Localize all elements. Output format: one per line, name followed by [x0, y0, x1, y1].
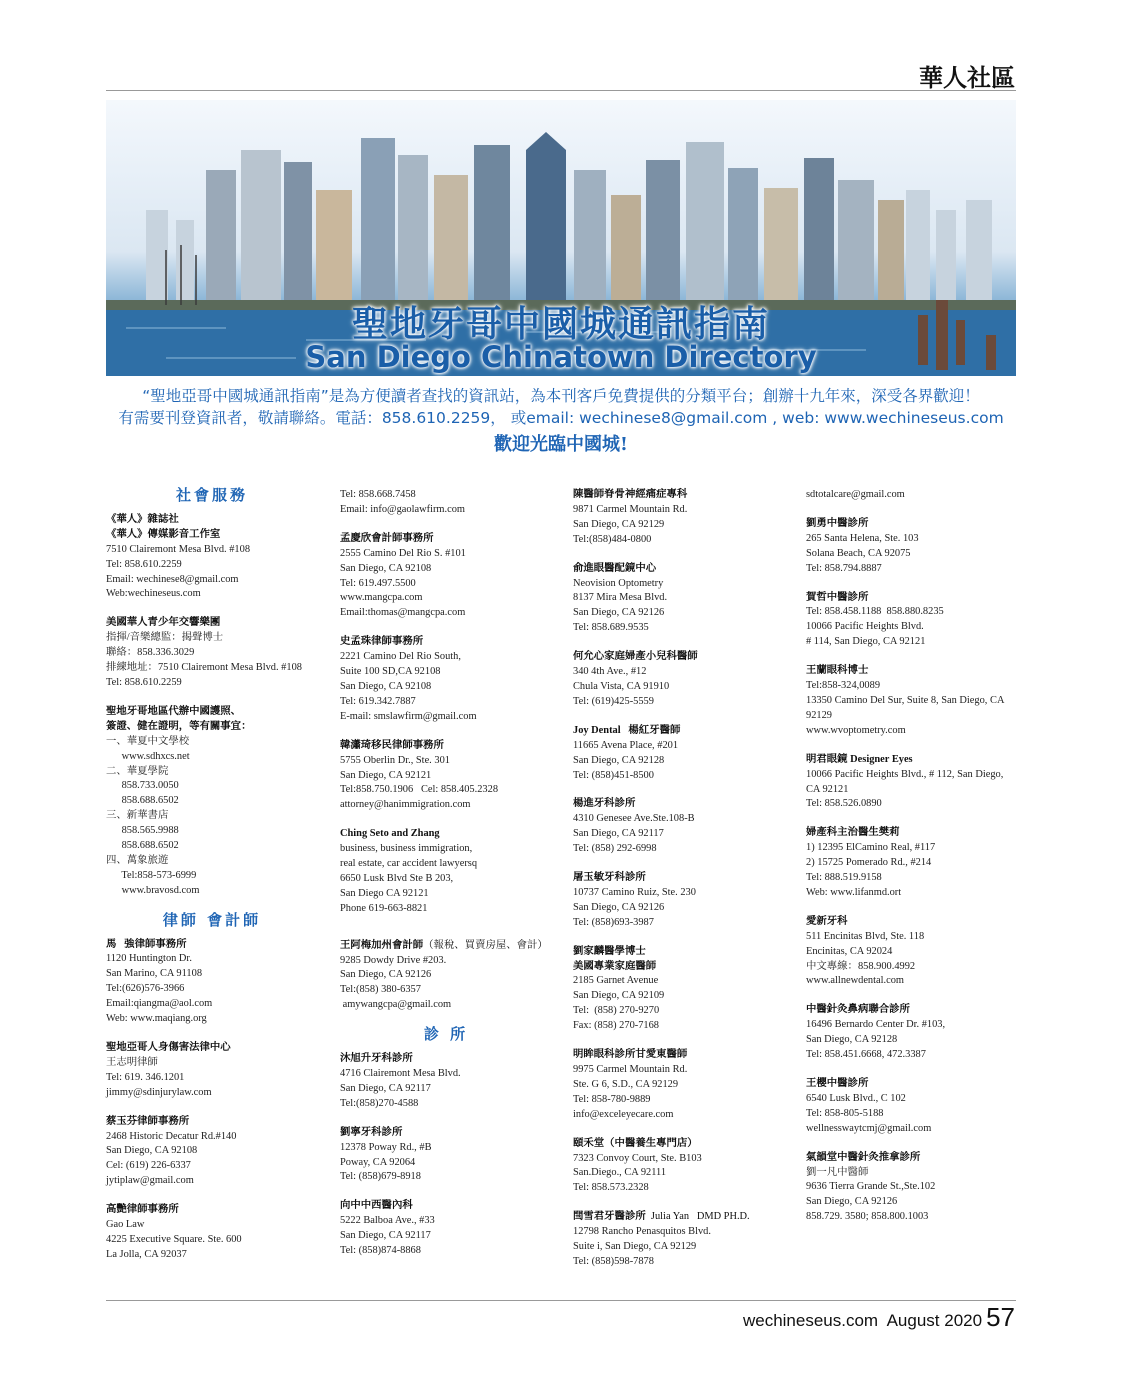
entry-name: 韓瀟琦移民律師事務所 [340, 739, 444, 751]
directory-entry [806, 915, 1018, 990]
directory-entry [573, 1210, 785, 1270]
directory-entry [573, 871, 785, 931]
entry-line: 1120 Huntington Dr. [106, 953, 192, 965]
entry-line: San Diego, CA 92108 [340, 562, 432, 574]
entry-line: 2555 Camino Del Rio S. #101 [340, 547, 466, 559]
column-4 [806, 488, 1018, 1239]
entry-line: Tel: 619. 346.1201 [106, 1071, 185, 1083]
entry-name: 劉寧牙科診所 [340, 1126, 403, 1138]
entry-line: 858.688.6502 [106, 795, 179, 807]
entry-name: 屠玉敏牙科診所 [573, 872, 646, 884]
directory-entry [573, 1048, 785, 1123]
entry-line: www.bravosd.com [106, 884, 200, 896]
entry-line: 5222 Balboa Ave., #33 [340, 1215, 435, 1227]
entry-line: 265 Santa Helena, Ste. 103 [806, 532, 919, 544]
column-2 [340, 488, 552, 1273]
footer-site-date: wechineseus.com August 2020 [742, 1311, 983, 1330]
intro-line-2: 有需要刊登資訊者，敬請聯絡。電話：858.610.2259， 或email: wechinese8@gmail.com , web: www.wechineseus.com [118, 409, 1004, 427]
directory-entry [340, 1199, 552, 1259]
entry-name: 劉家麟醫學博士 [573, 945, 646, 957]
entry-line: 2468 Historic Decatur Rd.#140 [106, 1130, 237, 1142]
entry-name: 高艷律師事務所 [106, 1204, 179, 1216]
entry-line: San Diego, CA 92117 [340, 1082, 431, 1094]
entry-line: 6540 Lusk Blvd., C 102 [806, 1092, 906, 1104]
entry-name: 聖地亞哥人身傷害法律中心 [106, 1042, 231, 1053]
entry-line: www.sdhxcs.net [106, 750, 190, 762]
entry-line: Tel: 858.610.2259 [106, 676, 182, 688]
entry-line: 1) 12395 ElCamino Real, #117 [806, 842, 936, 854]
entry-line: Tel: 858.610.2259 [106, 558, 182, 570]
entry-line: Suite i, San Diego, CA 92129 [573, 1241, 697, 1253]
entry-name: 馬 強律師事務所 [106, 938, 187, 950]
directory-entry [806, 591, 1018, 651]
entry-line: Tel: 858-780-9889 [573, 1093, 651, 1105]
entry-line: Fax: (858) 270-7168 [573, 1020, 660, 1032]
directory-entry [573, 650, 785, 710]
entry-name: 婦產科主治醫生樊莉 [806, 827, 900, 839]
entry-name: 頤禾堂（中醫養生專門店） [573, 1137, 698, 1149]
entry-line: San Marino, CA 91108 [106, 968, 203, 980]
hero-title-english: San Diego Chinatown Directory [305, 340, 817, 374]
entry-line: 10737 Camino Ruiz, Ste. 230 [573, 886, 696, 898]
directory-entry [106, 616, 318, 691]
entry-line: San Diego, CA 92126 [340, 969, 432, 981]
entry-line: Tel: 858.689.9535 [573, 622, 649, 634]
entry-line: real estate, car accident lawyersq [340, 858, 478, 870]
entry-line: 9636 Tierra Grande St.,Ste.102 [806, 1181, 936, 1193]
entry-line: Tel: (858) 270-9270 [573, 1005, 660, 1017]
entry-line: 8137 Mira Mesa Blvd. [573, 592, 668, 604]
directory-entry [806, 664, 1018, 739]
entry-line: 858.688.6502 [106, 840, 179, 852]
entry-line: San Diego, CA 92126 [806, 1196, 898, 1208]
entry-line: 13350 Camino Del Sur, Suite 8, San Diego, CA 92129 [806, 694, 1004, 721]
entry-line: attorney@hanimmigration.com [340, 799, 471, 811]
directory-entry [806, 517, 1018, 577]
directory-entry [573, 797, 785, 857]
directory-entry [106, 1041, 318, 1101]
entry-name: 楊進牙科診所 [573, 798, 636, 810]
entry-name: 美國專業家庭醫師 [573, 960, 657, 972]
entry-line: San Diego, CA 92109 [573, 990, 665, 1002]
entry-line: Poway, CA 92064 [340, 1156, 416, 1168]
entry-line: Tel: (858)874-8868 [340, 1245, 421, 1257]
entry-line: 16496 Bernardo Center Dr. #103, [806, 1019, 946, 1031]
entry-line: Chula Vista, CA 91910 [573, 680, 670, 692]
entry-line: San Diego, CA 92121 [340, 769, 432, 781]
entry-line: 二、華夏學院 [106, 765, 169, 777]
entry-name: 中醫針灸鼻病聯合診所 [806, 1004, 910, 1016]
entry-line: 劉一凡中醫師 [806, 1166, 869, 1178]
directory-entry [573, 1137, 785, 1197]
entry-line: 12378 Poway Rd., #B [340, 1141, 432, 1153]
directory-entry [340, 739, 552, 814]
entry-line: Tel: 888.519.9158 [806, 872, 882, 884]
directory-entry [340, 1126, 552, 1186]
entry-line: Tel: (858)451-8500 [573, 769, 654, 781]
entry-line: Tel: 858-805-5188 [806, 1107, 884, 1119]
entry-line: 4310 Genesee Ave.Ste.108-B [573, 813, 695, 825]
entry-line: Cel: (619) 226-6337 [106, 1160, 191, 1172]
entry-line: wellnesswaytcmj@gmail.com [806, 1122, 932, 1134]
entry-name: 明君眼鏡 Designer Eyes [806, 753, 913, 765]
directory-entry [806, 488, 1018, 503]
entry-name: Joy Dental 楊紅牙醫師 [573, 724, 681, 736]
entry-name: 俞進眼醫配鏡中心 [573, 562, 657, 574]
directory-entry [340, 939, 552, 1014]
entry-line: Tel: 858.573.2328 [573, 1182, 649, 1194]
entry-line: 2185 Garnet Avenue [573, 975, 659, 987]
directory-entry [340, 635, 552, 724]
entry-name: 陳醫師脊骨神經痛症專科 [573, 489, 688, 500]
entry-name: 《華人》雜誌社 [106, 513, 179, 525]
entry-line: Tel: (858) 292-6998 [573, 843, 657, 855]
directory-entry [106, 938, 318, 1027]
entry-line: Tel:858-573-6999 [106, 869, 197, 881]
entry-line: San Diego, CA 92117 [340, 1230, 431, 1242]
entry-line: San Diego, CA 92126 [573, 901, 665, 913]
entry-line: 511 Encinitas Blvd, Ste. 118 [806, 930, 925, 942]
page-footer [743, 1302, 1015, 1333]
entry-name: 聖地牙哥地區代辦中國護照、 [106, 705, 242, 717]
entry-line: 指揮/音樂總監：揭聲博士 [106, 632, 224, 644]
entry-line: 4716 Clairemont Mesa Blvd. [340, 1068, 461, 1079]
entry-line: 王志明律師 [106, 1056, 158, 1068]
welcome-text: 歡迎光臨中國城! [494, 434, 628, 455]
entry-line: Tel: 858.668.7458 [340, 489, 416, 500]
entry-line: sdtotalcare@gmail.com [806, 489, 905, 500]
entry-name: 向中中西醫內科 [340, 1200, 413, 1212]
entry-line: E-mail: smslawfirm@gmail.com [340, 710, 477, 722]
directory-entry [340, 488, 552, 518]
entry-name: 賀哲中醫診所 [806, 591, 869, 603]
directory-entry [106, 513, 318, 602]
entry-line: 10066 Pacific Heights Blvd., # 112, San Diego, CA 92121 [806, 768, 1004, 795]
entry-line: 中文專線：858.900.4992 [806, 960, 916, 972]
entry-line: Gao Law [106, 1219, 145, 1231]
entry-line: San Diego, CA 92117 [573, 828, 664, 840]
entry-line: amywangcpa@gmail.com [340, 999, 452, 1011]
entry-line: www.allnewdental.com [806, 975, 905, 987]
entry-line: 340 4th Ave., #12 [573, 666, 647, 678]
entry-line: 9975 Carmel Mountain Rd. [573, 1064, 688, 1075]
entry-line: 858.565.9988 [106, 825, 179, 837]
entry-name [573, 1210, 785, 1225]
entry-line: Tel:(858)270-4588 [340, 1097, 419, 1109]
entry-line: Solana Beach, CA 92075 [806, 547, 911, 559]
directory-entry [806, 1077, 1018, 1137]
entry-name: 何允心家庭婦產小兒科醫師 [573, 651, 698, 663]
entry-line: 7323 Convoy Court, Ste. B103 [573, 1152, 702, 1164]
entry-line: Tel: 858.526.0890 [806, 798, 882, 810]
directory-entry [106, 1203, 318, 1263]
category-clinics: 診 所 [423, 1025, 469, 1044]
entry-name: 史孟珠律師事務所 [340, 636, 424, 648]
category-social-services: 社會服務 [175, 486, 248, 504]
entry-line: www.mangcpa.com [340, 592, 423, 604]
entry-name-main: 閆雪君牙醫診所 [573, 1211, 646, 1223]
entry-line: 2) 15725 Pomerado Rd., #214 [806, 857, 932, 869]
entry-line: jytiplaw@gmail.com [106, 1175, 194, 1187]
entry-line: Tel: 858.458.1188 858.880.8235 [806, 606, 944, 618]
entry-line: # 114, San Diego, CA 92121 [806, 636, 926, 648]
directory-entry [806, 826, 1018, 901]
entry-line: Tel:(626)576-3966 [106, 983, 185, 995]
entry-line: jimmy@sdinjurylaw.com [106, 1086, 212, 1098]
entry-line: Tel: 619.497.5500 [340, 577, 416, 589]
hero-banner [106, 100, 1016, 376]
hero-title-chinese: 聖地牙哥中國城通訊指南 [351, 303, 770, 345]
entry-line: Web: www.maqiang.org [106, 1013, 207, 1025]
directory-entry [340, 532, 552, 621]
entry-name: 氣韻堂中醫針灸推拿診所 [806, 1151, 921, 1163]
entry-line: 858.729. 3580; 858.800.1003 [806, 1211, 929, 1223]
entry-line: Suite 100 SD,CA 92108 [340, 666, 441, 678]
entry-line: Tel: (858)693-3987 [573, 916, 654, 928]
entry-line: Tel:858.750.1906 Cel: 858.405.2328 [340, 784, 499, 796]
entry-line: info@exceleyecare.com [573, 1108, 674, 1120]
section-label: 華人社區 [919, 63, 1015, 92]
entry-name: Ching Seto and Zhang [340, 828, 440, 840]
entry-name: 王櫻中醫診所 [806, 1078, 869, 1089]
directory-entry [806, 753, 1018, 813]
entry-line: San Diego, CA 92108 [340, 680, 432, 692]
directory-entry [340, 827, 552, 916]
entry-line: San Diego, CA 92129 [573, 518, 665, 530]
entry-name: 愛新牙科 [806, 915, 848, 927]
entry-name: 孟慶欣會計師事務所 [340, 532, 434, 544]
entry-line: 4225 Executive Square. Ste. 600 [106, 1233, 242, 1245]
entry-line: Tel: (619)425-5559 [573, 695, 654, 707]
page-number: 57 [986, 1302, 1015, 1332]
directory-entry [806, 1151, 1018, 1226]
directory-entry [573, 724, 785, 784]
entry-line: Neovision Optometry [573, 577, 664, 589]
entry-line: Tel:858-324,0089 [806, 680, 881, 692]
directory-entry [573, 488, 785, 548]
entry-line: Tel: 858.451.6668, 472.3387 [806, 1049, 926, 1061]
entry-line: 5755 Oberlin Dr., Ste. 301 [340, 754, 450, 766]
entry-name: 蔡玉芬律師事務所 [106, 1115, 190, 1127]
entry-line: www.wvoptometry.com [806, 724, 906, 736]
entry-name: 《華人》傳媒影音工作室 [106, 528, 221, 540]
directory-entry [806, 1003, 1018, 1063]
directory-entry [573, 945, 785, 1034]
entry-line: La Jolla, CA 92037 [106, 1248, 187, 1260]
entry-line: business, business immigration, [340, 843, 473, 855]
entry-line: 6650 Lusk Blvd Ste B 203, [340, 872, 454, 884]
entry-line: Email:thomas@mangcpa.com [340, 607, 466, 619]
entry-line: San Diego, CA 92108 [106, 1145, 198, 1157]
entry-line: Phone 619-663-8821 [340, 902, 428, 914]
entry-line: San.Diego., CA 92111 [573, 1167, 667, 1179]
entry-name-note: Julia Yan DMD PH.D. [645, 1211, 750, 1223]
entry-line: 858.733.0050 [106, 780, 179, 792]
entry-line: Tel:(858) 380-6357 [340, 984, 421, 996]
entry-line: 9285 Dowdy Drive #203. [340, 954, 447, 966]
entry-line: Web: www.lifanmd.ort [806, 886, 902, 898]
column-1 [106, 488, 318, 1277]
entry-line: 一、華夏中文學校 [106, 735, 190, 747]
directory-entry [340, 1052, 552, 1112]
directory-entry [106, 705, 318, 899]
entry-name: 簽證、健在證明，等有關事宜： [106, 720, 252, 732]
entry-line: Tel: (858)598-7878 [573, 1255, 654, 1267]
entry-line: 2221 Camino Del Rio South, [340, 651, 461, 663]
entry-line: 三、新華書店 [106, 810, 169, 822]
entry-line: Tel:(858)484-0800 [573, 533, 652, 545]
entry-line: Email:qiangma@aol.com [106, 998, 213, 1010]
entry-name: 明眸眼科診所甘愛東醫師 [573, 1049, 688, 1061]
top-divider [106, 90, 1016, 91]
entry-line: Tel: 858.794.8887 [806, 562, 882, 574]
directory-entry [106, 1115, 318, 1190]
entry-name [340, 939, 552, 954]
entry-line: San Diego, CA 92126 [573, 607, 665, 619]
entry-name: 美國華人青少年交響樂團 [106, 617, 221, 629]
entry-line: Ste. G 6, S.D., CA 92129 [573, 1078, 679, 1090]
entry-name-note: （報稅、買賣房屋、會計） [423, 939, 548, 951]
directory-entry [573, 562, 785, 637]
entry-line: San Diego CA 92121 [340, 887, 429, 899]
entry-line: Tel: 619.342.7887 [340, 695, 416, 707]
entry-name-main: 王阿梅加州會計師 [340, 939, 424, 951]
entry-line: San Diego, CA 92128 [573, 754, 665, 766]
entry-line: 12798 Rancho Penasquitos Blvd. [573, 1226, 711, 1238]
category-lawyers-accountants: 律師 會計師 [162, 910, 262, 929]
entry-name: 劉勇中醫診所 [806, 517, 869, 529]
entry-line: 7510 Clairemont Mesa Blvd. #108 [106, 543, 251, 555]
entry-line: 聯絡：858.336.3029 [106, 647, 195, 659]
bottom-divider [106, 1300, 1016, 1301]
entry-line: 10066 Pacific Heights Blvd. [806, 621, 924, 633]
entry-line: San Diego, CA 92128 [806, 1034, 898, 1046]
entry-line: 11665 Avena Place, #201 [573, 739, 679, 751]
entry-line: 四、萬象旅遊 [106, 854, 169, 866]
entry-line: Email: wechinese8@gmail.com [106, 573, 239, 585]
column-3 [573, 488, 785, 1284]
entry-line: Email: info@gaolawfirm.com [340, 503, 465, 515]
entry-line: 9871 Carmel Mountain Rd. [573, 503, 688, 515]
intro-line-1: “聖地亞哥中國城通訊指南”是為方便讀者查找的資訊站，為本刊客戶免費提供的分類平台；創辦十九年來，深受各界歡迎！ [142, 387, 980, 405]
entry-line: 排練地址：7510 Clairemont Mesa Blvd. #108 [106, 662, 302, 674]
entry-name: 沐旭升牙科診所 [340, 1053, 413, 1065]
entry-line: Tel: (858)679-8918 [340, 1171, 421, 1183]
entry-line: Web:wechineseus.com [106, 588, 201, 600]
entry-name: 王蘭眼科博士 [806, 665, 869, 677]
entry-line: Encinitas, CA 92024 [806, 945, 893, 957]
